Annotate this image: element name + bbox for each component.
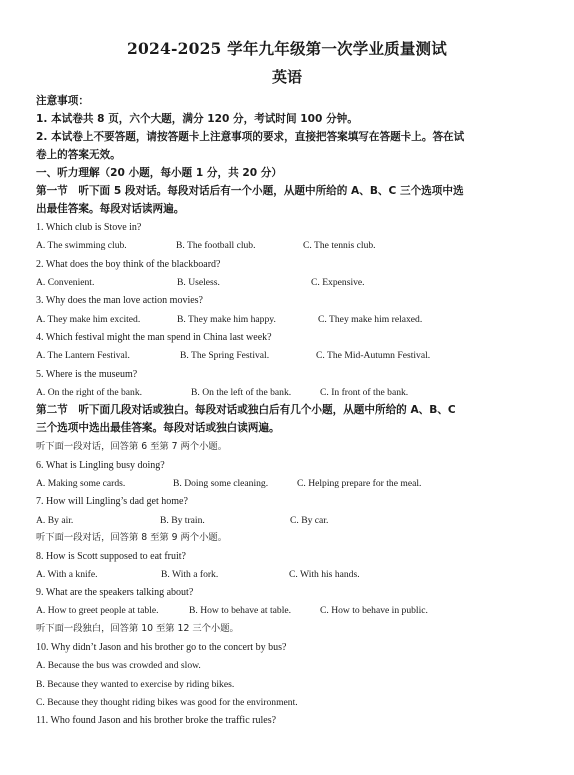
q4-option-b: B. The Spring Festival.: [180, 350, 270, 361]
q4-option-a: A. The Lantern Festival.: [36, 350, 130, 361]
notice-item-2-line-1: 2. 本试卷上不要答题，请按答题卡上注意事项的要求，直接把答案填写在答题卡上。答在试: [36, 131, 465, 143]
q6-option-b: B. Doing some cleaning.: [173, 478, 269, 489]
question-9: 9. What are the speakers talking about?: [36, 587, 194, 598]
q3-option-c: C. They make him relaxed.: [318, 314, 423, 325]
question-7: 7. How will Lingling’s dad get home?: [36, 496, 188, 507]
question-6: 6. What is Lingling busy doing?: [36, 460, 165, 471]
question-11: 11. Who found Jason and his brother broke the traffic rules?: [36, 715, 277, 726]
section2-instruction-line-2: 三个选项中选出最佳答案。每段对话或独白读两遍。: [36, 422, 280, 434]
question-2: 2. What does the boy think of the blackboard?: [36, 259, 221, 270]
q5-option-c: C. In front of the bank.: [320, 387, 409, 398]
instruction-q6-q7: 听下面一段对话，回答第 6 至第 7 两个小题。: [36, 441, 227, 452]
q5-option-b: B. On the left of the bank.: [191, 387, 292, 398]
section1-instruction-line-1: 第一节 听下面 5 段对话。每段对话后有一个小题，从题中所给的 A、B、C 三个选项中选: [36, 185, 464, 197]
q8-option-c: C. With his hands.: [289, 569, 360, 580]
q10-option-c: C. Because they thought riding bikes was good for the environment.: [36, 697, 298, 708]
q6-option-a: A. Making some cards.: [36, 478, 126, 489]
q3-option-a: A. They make him excited.: [36, 314, 141, 325]
notice-item-1: 1. 本试卷共 8 页，六个大题，满分 120 分，考试时间 100 分钟。: [36, 113, 358, 125]
notice-item-2-line-2: 卷上的答案无效。: [36, 149, 121, 161]
q1-option-b: B. The football club.: [176, 240, 256, 251]
q1-option-a: A. The swimming club.: [36, 240, 127, 251]
question-8: 8. How is Scott supposed to eat fruit?: [36, 551, 186, 562]
q1-option-c: C. The tennis club.: [303, 240, 376, 251]
q9-option-c: C. How to behave in public.: [320, 605, 428, 616]
q8-option-a: A. With a knife.: [36, 569, 98, 580]
q9-option-b: B. How to behave at table.: [189, 605, 292, 616]
question-4: 4. Which festival might the man spend in China last week?: [36, 332, 272, 343]
notice-heading: 注意事项：: [36, 95, 89, 107]
q7-option-c: C. By car.: [290, 515, 329, 526]
q3-option-b: B. They make him happy.: [177, 314, 276, 325]
q2-option-a: A. Convenient.: [36, 277, 95, 288]
q8-option-b: B. With a fork.: [161, 569, 219, 580]
section2-instruction-line-1: 第二节 听下面几段对话或独白。每段对话或独白后有几个小题，从题中所给的 A、B、C: [36, 404, 456, 416]
question-5: 5. Where is the museum?: [36, 369, 138, 380]
q10-option-b: B. Because they wanted to exercise by riding bikes.: [36, 679, 235, 690]
subject-title: 英语: [271, 68, 302, 86]
q5-option-a: A. On the right of the bank.: [36, 387, 143, 398]
q10-option-a: A. Because the bus was crowded and slow.: [36, 660, 201, 671]
exam-title: 2024-2025 学年九年级第一次学业质量测试: [127, 39, 447, 58]
instruction-q8-q9: 听下面一段对话，回答第 8 至第 9 两个小题。: [36, 532, 227, 543]
q2-option-b: B. Useless.: [177, 277, 220, 288]
question-3: 3. Why does the man love action movies?: [36, 295, 203, 306]
question-10: 10. Why didn’t Jason and his brother go to the concert by bus?: [36, 642, 287, 653]
question-1: 1. Which club is Stove in?: [36, 222, 142, 233]
q7-option-a: A. By air.: [36, 515, 74, 526]
part1-heading: 一、听力理解（20 小题，每小题 1 分，共 20 分）: [36, 167, 282, 179]
q7-option-b: B. By train.: [160, 515, 205, 526]
instruction-q10-q12: 听下面一段独白，回答第 10 至第 12 三个小题。: [36, 623, 239, 634]
q2-option-c: C. Expensive.: [311, 277, 365, 288]
q6-option-c: C. Helping prepare for the meal.: [297, 478, 422, 489]
q4-option-c: C. The Mid-Autumn Festival.: [316, 350, 431, 361]
q9-option-a: A. How to greet people at table.: [36, 605, 159, 616]
section1-instruction-line-2: 出最佳答案。每段对话读两遍。: [36, 203, 185, 215]
